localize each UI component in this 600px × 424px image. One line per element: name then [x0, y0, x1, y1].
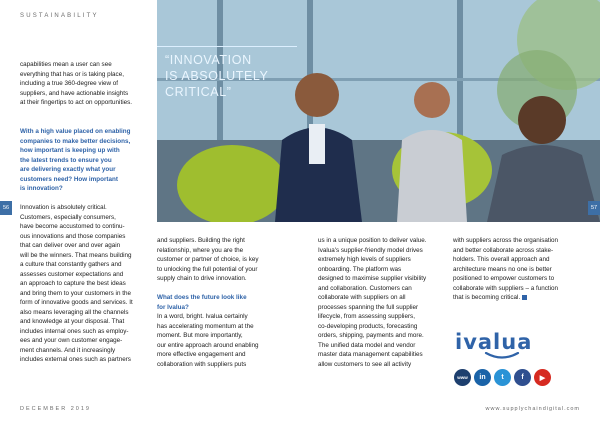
quote-rule — [157, 46, 297, 47]
pull-quote-line: IS ABSOLUTELY — [165, 69, 269, 83]
pull-quote-line: CRITICAL” — [165, 85, 232, 99]
interview-question-2: for Ivalua? — [157, 303, 189, 311]
question-line: customers need? How important — [20, 175, 118, 183]
body-line: everything that has or is taking place, — [20, 70, 124, 78]
hero-photo — [157, 0, 600, 222]
body-line: have become accustomed to continu- — [20, 223, 125, 230]
youtube-icon[interactable]: ▶ — [534, 369, 551, 386]
column1-answer — [20, 203, 150, 365]
body-line: that can deliver over and over again — [20, 242, 121, 249]
body-line: ment channels. And it increasingly — [20, 346, 116, 354]
question-line: are delivering exactly what your — [20, 166, 116, 173]
body-line: relationship, where you are the — [157, 246, 244, 254]
body-line: In a word, bright. Ivalua certainly — [157, 313, 248, 320]
body-line: to unlocking the full potential of your — [157, 265, 258, 273]
body-line: positioned to empower customers to — [453, 275, 555, 282]
linkedin-icon[interactable]: in — [474, 369, 491, 386]
body-line: co-developing products, forecasting — [318, 322, 418, 330]
section-header: SUSTAINABILITY — [20, 13, 99, 19]
footer-website[interactable]: www.supplychaindigital.com — [485, 406, 580, 412]
body-line: collaborate with suppliers – a function — [453, 284, 559, 292]
footer-date: DECEMBER 2019 — [20, 406, 91, 412]
body-line: will be the winners. That means building — [20, 251, 132, 259]
body-line: and better collaborate across stake- — [453, 246, 554, 254]
body-line: form of innovative goods and services. It — [20, 299, 133, 306]
body-line: at their fingertips to act on opportunities. — [20, 99, 133, 106]
body-line: Innovation is absolutely critical. — [20, 204, 107, 211]
body-line: also means leveraging all the channels — [20, 308, 129, 316]
body-line: our entire approach around enabling — [157, 341, 259, 349]
pull-quote — [165, 52, 268, 100]
column2 — [157, 236, 297, 369]
pull-quote-line: “INNOVATION — [165, 53, 252, 67]
facebook-icon[interactable]: f — [514, 369, 531, 386]
body-line: including a true 360-degree view of — [20, 80, 119, 87]
question-line: With a high value placed on enabling — [20, 128, 131, 135]
body-line: a culture that constantly gathers and — [20, 261, 122, 268]
body-line: ees and your own customer engage- — [20, 337, 123, 344]
body-line: suppliers, and have actionable insights — [20, 89, 129, 97]
spacer — [157, 284, 297, 294]
body-line: master data management capabilities — [318, 351, 423, 358]
body-line: includes external ones such as partners — [20, 356, 131, 363]
interview-question-2: What does the future look like — [157, 294, 247, 301]
page-number-right: 57 — [588, 201, 600, 215]
body-line: has accelerating momentum at the — [157, 322, 254, 330]
body-line: processes spanning the full supplier — [318, 303, 419, 311]
interview-question-1 — [20, 127, 150, 194]
body-line: capabilities mean a user can see — [20, 61, 112, 68]
question-line: the latest trends to ensure you — [20, 156, 112, 164]
social-links — [454, 369, 551, 386]
body-line: holders. This overall approach and — [453, 256, 550, 263]
body-line: and knowledge at your disposal. That — [20, 318, 125, 325]
body-line: Ivalua's supplier-friendly model drives — [318, 246, 423, 254]
column3 — [318, 236, 448, 369]
body-line: lifecycle, from assessing suppliers, — [318, 313, 415, 320]
twitter-icon[interactable]: t — [494, 369, 511, 386]
body-line: Customers, especially consumers, — [20, 213, 116, 221]
body-line: moment. But more importantly, — [157, 332, 243, 339]
body-line: collaboration with suppliers puts — [157, 360, 247, 368]
column1-intro — [20, 60, 150, 108]
body-line: us in a unique position to deliver value. — [318, 237, 427, 244]
body-line: architecture means no one is better — [453, 265, 552, 273]
body-line: The unified data model and vendor — [318, 341, 416, 349]
question-line: is innovation? — [20, 185, 63, 192]
body-line: collaborate with suppliers on all — [318, 294, 406, 301]
body-line: an approach to capture the best ideas — [20, 280, 126, 287]
body-line: designed to maximise supplier visibility — [318, 275, 427, 282]
body-line: and suppliers. Building the right — [157, 237, 245, 244]
end-mark-icon — [522, 295, 527, 300]
body-line: orders, shipping, payments and more. — [318, 332, 424, 339]
question-line: how important is keeping up with — [20, 147, 120, 154]
column4 — [453, 236, 593, 303]
body-line: more effective engagement and — [157, 351, 246, 358]
body-line: includes internal ones such as employ- — [20, 327, 129, 335]
logo-smile-icon — [484, 352, 520, 360]
page-number-left: 56 — [0, 201, 12, 215]
body-line: extremely high levels of suppliers — [318, 256, 411, 263]
body-line: and collaboration. Customers can — [318, 284, 412, 292]
question-line: companies to make better decisions, — [20, 137, 131, 145]
body-line-last — [453, 293, 593, 303]
ivalua-logo: ivalua — [455, 330, 533, 354]
body-line: supply chain to drive innovation. — [157, 275, 247, 282]
body-line: ous innovations and those companies — [20, 232, 126, 240]
www-icon[interactable]: www — [454, 369, 471, 386]
body-line: allow customers to see all activity — [318, 360, 412, 368]
body-line: onboarding. The platform was — [318, 265, 402, 273]
body-line: assesses customer expectations and — [20, 270, 124, 278]
body-line: customer or partner of choice, is key — [157, 256, 259, 263]
body-text: that is becoming critical. — [453, 294, 521, 301]
body-line: and bring them to your customers in the — [20, 289, 131, 297]
body-line: with suppliers across the organisation — [453, 237, 559, 244]
